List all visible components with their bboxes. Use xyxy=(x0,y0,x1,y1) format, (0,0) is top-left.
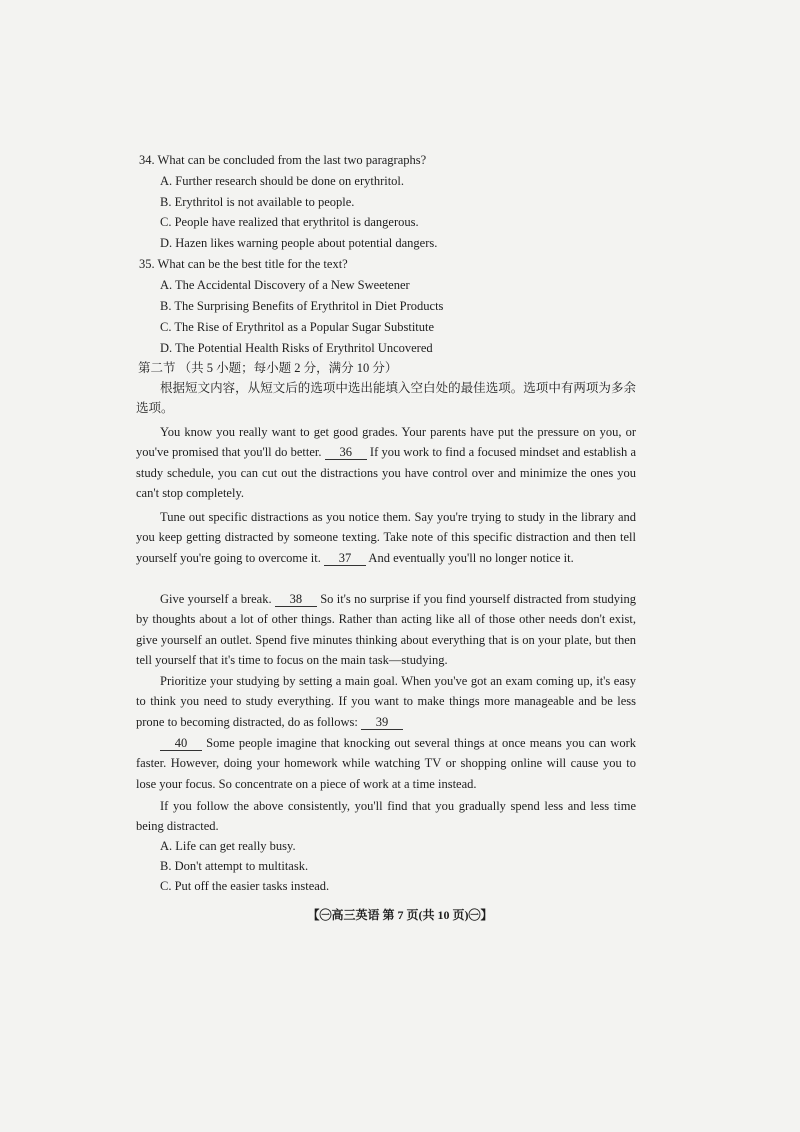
question-34-option-a: A. Further research should be done on erythritol. xyxy=(160,174,405,188)
question-35-stem: 35. What can be the best title for the text? xyxy=(139,257,348,271)
question-35-option-a: A. The Accidental Discovery of a New Sweetener xyxy=(160,278,410,292)
paragraph-3-text-b: So it's no surprise if you find yourself distracted from studying by thoughts about a lot of other things. Rather than acting like all of those other needs don't exist, give yourself an outlet. Spend five minutes thinking about everything that is on your plate, but then tell yourself that it's time to focus on the main task—studying. xyxy=(136,592,637,668)
paragraph-3-text-a: Give yourself a break. xyxy=(160,592,272,606)
paragraph-1-text-a: You know you really want to get good grades. Your parents have put the pressure on you, or you've promised that you'll do better. xyxy=(136,425,636,460)
passage-paragraph-1 xyxy=(136,422,636,504)
passage-paragraph-4 xyxy=(136,671,636,732)
paragraph-2-text-a: Tune out specific distractions as you notice them. Say you're trying to study in the library and you keep getting distracted by someone texting. Take note of this specific distraction and then tell yourself you're going to overcome it. xyxy=(136,510,636,565)
passage-paragraph-3 xyxy=(136,589,636,671)
paragraph-5-text-b: Some people imagine that knocking out several things at once means you can work faster. However, doing your homework while watching TV or shopping online will cause you to lose your focus. So concentrate on a piece of work at a time instead. xyxy=(136,736,636,791)
question-34-stem: 34. What can be concluded from the last two paragraphs? xyxy=(139,153,427,167)
passage-option-b: B. Don't attempt to multitask. xyxy=(160,859,309,873)
question-35-option-c: C. The Rise of Erythritol as a Popular Sugar Substitute xyxy=(160,320,435,334)
passage-option-a: A. Life can get really busy. xyxy=(160,839,296,853)
blank-39: 39 xyxy=(361,716,403,730)
passage-paragraph-6: If you follow the above consistently, you'll find that you gradually spend less and less time being distracted. xyxy=(136,799,636,834)
page-footer: 【㊀高三英语 第 7 页(共 10 页)㊀】 xyxy=(307,908,493,922)
passage-paragraph-2 xyxy=(136,507,636,568)
paragraph-4-text-a: Prioritize your studying by setting a main goal. When you've got an exam coming up, it's easy to think you need to study everything. If you want to make things more manageable and be less prone to becoming distracted, do as follows: xyxy=(136,674,636,729)
blank-40: 40 xyxy=(160,737,202,751)
section-title: 第二节 （共 5 小题；每小题 2 分，满分 10 分） xyxy=(138,361,398,375)
blank-37: 37 xyxy=(324,552,366,566)
paragraph-1-text-b: If you work to find a focused mindset and establish a study schedule, you can cut out the distractions you have control over and minimize the ones you can't stop completely. xyxy=(136,445,637,501)
blank-38: 38 xyxy=(275,593,317,607)
question-35-option-b: B. The Surprising Benefits of Erythritol in Diet Products xyxy=(160,299,444,313)
paragraph-2-text-b: And eventually you'll no longer notice it. xyxy=(368,550,574,565)
passage-option-c: C. Put off the easier tasks instead. xyxy=(160,879,330,893)
blank-36: 36 xyxy=(325,446,367,460)
question-34-option-d: D. Hazen likes warning people about potential dangers. xyxy=(160,236,438,250)
question-34-option-b: B. Erythritol is not available to people. xyxy=(160,195,355,209)
section-instruction: 根据短文内容，从短文后的选项中选出能填入空白处的最佳选项。选项中有两项为多余选项。 xyxy=(136,381,636,415)
question-34-option-c: C. People have realized that erythritol is dangerous. xyxy=(160,215,419,229)
passage-paragraph-5 xyxy=(136,733,636,794)
question-35-option-d: D. The Potential Health Risks of Erythritol Uncovered xyxy=(160,341,433,355)
